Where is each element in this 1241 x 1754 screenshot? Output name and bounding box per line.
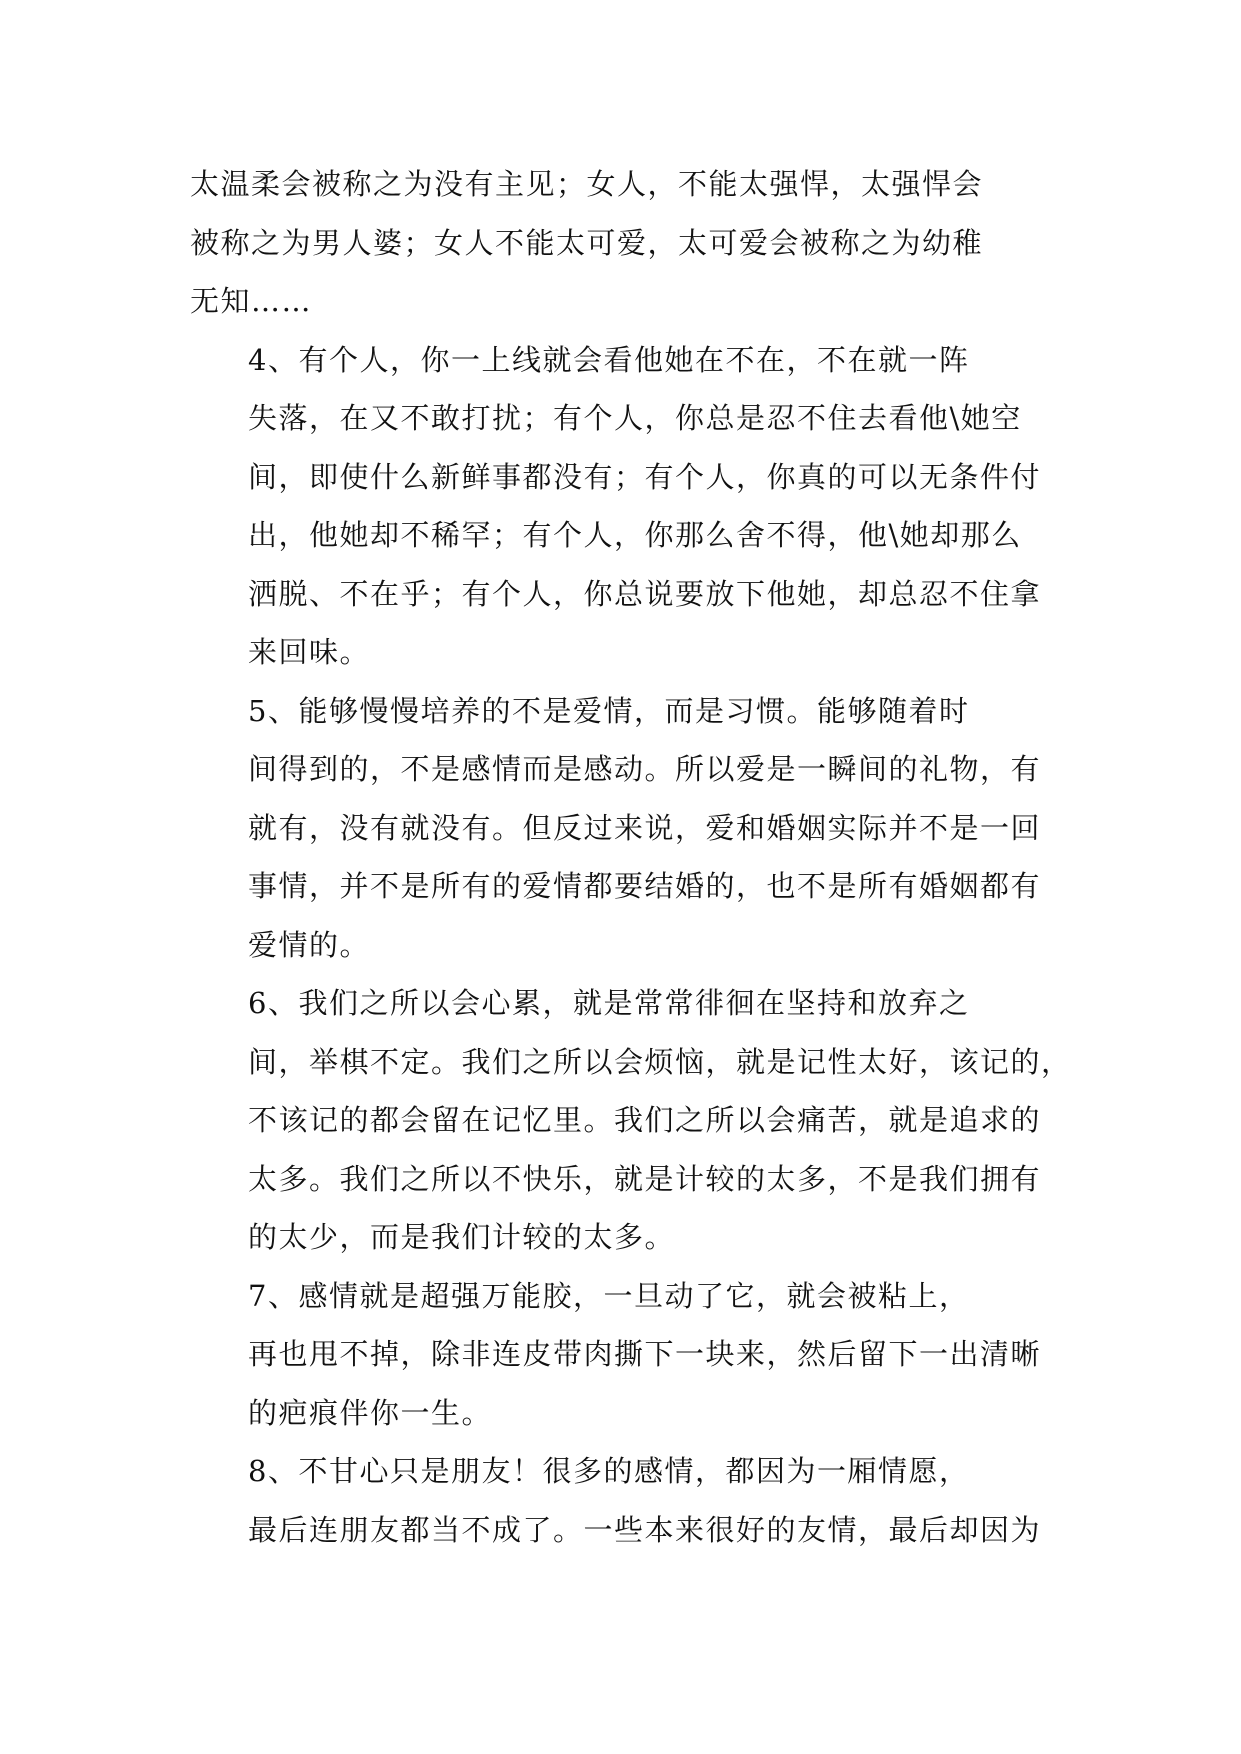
text-line: 出，他她却不稀罕；有个人，你那么舍不得，他\她却那么 [248, 518, 1022, 552]
text-line: 失落，在又不敢打扰；有个人，你总是忍不住去看他\她空 [248, 401, 1022, 435]
text-line: 被称之为男人婆；女人不能太可爱，太可爱会被称之为幼稚 [190, 225, 984, 260]
text-line: 洒脱、不在乎；有个人，你总说要放下他她，却总忍不住拿 [248, 576, 1042, 611]
text-line: 间得到的，不是感情而是感动。所以爱是一瞬间的礼物，有 [248, 752, 1042, 786]
text-line: 的疤痕伴你一生。 [248, 1395, 493, 1430]
text-line: 来回味。 [248, 635, 371, 669]
text-line: 的太少，而是我们计较的太多。 [248, 1220, 676, 1254]
text-line: 间，即使什么新鲜事都没有；有个人，你真的可以无条件付 [248, 459, 1042, 494]
text-line: 8、不甘心只是朋友！很多的感情，都因为一厢情愿， [248, 1454, 970, 1488]
text-line: 4、有个人，你一上线就会看他她在不在，不在就一阵 [248, 342, 970, 377]
text-line: 事情，并不是所有的爱情都要结婚的，也不是所有婚姻都有 [248, 869, 1042, 903]
document-body [190, 155, 1072, 1559]
text-line: 不该记的都会留在记忆里。我们之所以会痛苦，就是追求的 [248, 1103, 1042, 1137]
text-line: 再也甩不掉，除非连皮带肉撕下一块来，然后留下一出清晰 [248, 1337, 1042, 1371]
paragraph-4 [190, 974, 1072, 1267]
paragraph-6 [190, 1442, 1060, 1559]
text-line: 就有，没有就没有。但反过来说，爱和婚姻实际并不是一回 [248, 810, 1042, 845]
paragraph-3 [190, 682, 1060, 975]
text-line: 6、我们之所以会心累，就是常常徘徊在坚持和放弃之 [248, 986, 970, 1020]
text-line: 最后连朋友都当不成了。一些本来很好的友情，最后却因为 [248, 1512, 1042, 1547]
paragraph-2 [190, 331, 1060, 682]
paragraph-5 [190, 1267, 1060, 1443]
text-line: 5、能够慢慢培养的不是爱情，而是习惯。能够随着时 [248, 693, 970, 728]
text-line: 太多。我们之所以不快乐，就是计较的太多，不是我们拥有 [248, 1161, 1042, 1196]
text-line: 无知…… [190, 284, 313, 318]
text-line: 7、感情就是超强万能胶，一旦动了它，就会被粘上， [248, 1278, 970, 1313]
text-line: 爱情的。 [248, 927, 371, 962]
text-line: 间，举棋不定。我们之所以会烦恼，就是记性太好，该记的， [248, 1044, 1072, 1079]
paragraph-1 [190, 155, 1060, 331]
text-line: 太温柔会被称之为没有主见；女人，不能太强悍，太强悍会 [190, 167, 984, 201]
